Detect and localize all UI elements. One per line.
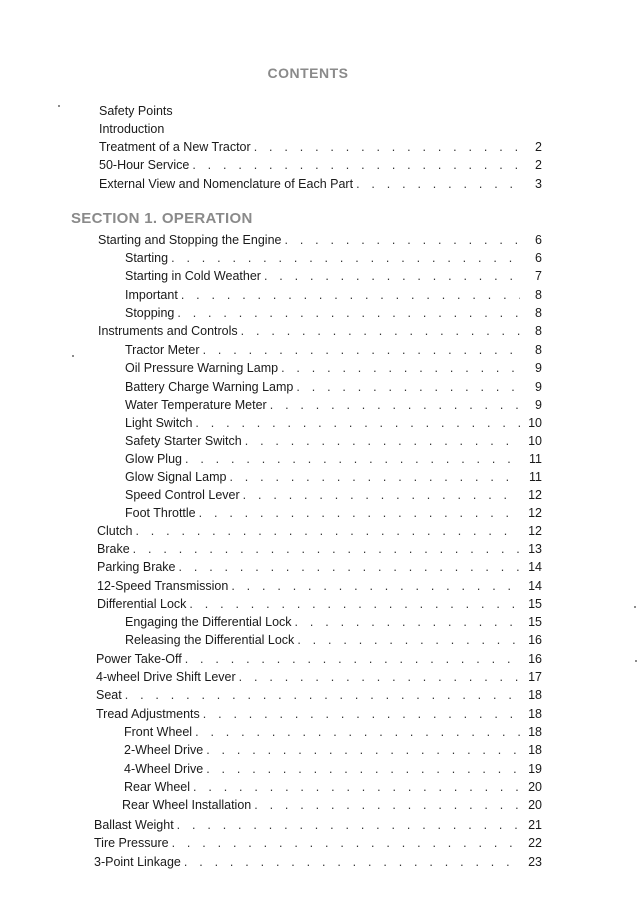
toc-subentry xyxy=(124,779,542,795)
toc-page-number: 12 xyxy=(528,524,542,538)
toc-subentry xyxy=(125,360,542,376)
dot-leader xyxy=(243,487,520,503)
toc-page-number: 9 xyxy=(535,380,542,394)
dot-leader xyxy=(295,614,520,630)
toc-subentry xyxy=(125,433,542,449)
dot-leader xyxy=(229,469,520,485)
toc-page-number: 2 xyxy=(535,158,542,172)
toc-page-number: 12 xyxy=(528,506,542,520)
scan-speck xyxy=(634,606,636,608)
toc-entry xyxy=(97,541,542,557)
toc-page-number: 15 xyxy=(528,615,542,629)
toc-entry-label: Foot Throttle xyxy=(125,506,196,520)
dot-leader xyxy=(185,651,520,667)
toc-page-number: 18 xyxy=(528,688,542,702)
toc-subentry xyxy=(125,505,542,521)
dot-leader xyxy=(254,139,520,155)
scan-speck xyxy=(58,105,60,107)
dot-leader xyxy=(241,323,520,339)
toc-subentry xyxy=(124,761,542,777)
toc-page-number: 6 xyxy=(535,233,542,247)
toc-entry-label: Glow Plug xyxy=(125,452,182,466)
toc-subentry xyxy=(125,469,542,485)
toc-entry-label: Engaging the Differential Lock xyxy=(125,615,292,629)
toc-page-number: 9 xyxy=(535,361,542,375)
toc-entry-label: 2-Wheel Drive xyxy=(124,743,204,757)
toc-page-number: 15 xyxy=(528,597,542,611)
toc-entry-label: Differential Lock xyxy=(97,597,187,611)
dot-leader xyxy=(177,305,520,321)
toc-entry-label: Rear Wheel Installation xyxy=(122,798,252,812)
dot-leader xyxy=(135,523,520,539)
dot-leader xyxy=(172,835,520,851)
toc-subentry xyxy=(125,250,542,266)
toc-page-number: 9 xyxy=(535,398,542,412)
toc-entry xyxy=(98,323,542,339)
toc-page-number: 8 xyxy=(535,306,542,320)
toc-page-number: 18 xyxy=(528,725,542,739)
toc-page-number: 6 xyxy=(535,251,542,265)
toc-page-number: 11 xyxy=(529,452,542,466)
toc-page-number: 14 xyxy=(528,560,542,574)
dot-leader xyxy=(245,433,520,449)
toc-subentry xyxy=(125,451,542,467)
dot-leader xyxy=(239,669,520,685)
toc-entry xyxy=(97,523,542,539)
toc-entry xyxy=(96,687,542,703)
toc-entry-label: Starting and Stopping the Engine xyxy=(98,233,282,247)
toc-entry xyxy=(99,157,542,173)
dot-leader xyxy=(206,761,520,777)
toc-entry xyxy=(97,578,542,594)
toc-page-number: 22 xyxy=(528,836,542,850)
toc-page-number: 17 xyxy=(528,670,542,684)
toc-subentry xyxy=(125,632,542,648)
dot-leader xyxy=(284,232,520,248)
toc-entry xyxy=(97,559,542,575)
toc-entry-label: Speed Control Lever xyxy=(125,488,240,502)
toc-subentry xyxy=(124,724,542,740)
toc-entry-label: Clutch xyxy=(97,524,133,538)
toc-entry-label: Water Temperature Meter xyxy=(125,398,267,412)
toc-entry xyxy=(96,706,542,722)
dot-leader xyxy=(189,596,520,612)
dot-leader xyxy=(356,176,520,192)
dot-leader xyxy=(193,779,520,795)
toc-page-number: 8 xyxy=(535,324,542,338)
dot-leader xyxy=(296,379,520,395)
dot-leader xyxy=(297,632,520,648)
toc-page-number: 10 xyxy=(528,416,542,430)
toc-entry-label: Oil Pressure Warning Lamp xyxy=(125,361,279,375)
toc-entry-label: Front Wheel xyxy=(124,725,193,739)
toc-page-number: 13 xyxy=(528,542,542,556)
toc-entry-label: 4-Wheel Drive xyxy=(124,762,204,776)
dot-leader xyxy=(203,342,520,358)
toc-page-number: 19 xyxy=(528,762,542,776)
toc-page-number: 7 xyxy=(535,269,542,283)
toc-entry-label: 12-Speed Transmission xyxy=(97,579,229,593)
toc-entry-label: Important xyxy=(125,288,178,302)
dot-leader xyxy=(203,706,520,722)
scan-speck xyxy=(635,660,637,662)
toc-subentry xyxy=(125,287,542,303)
toc-subentry xyxy=(124,742,542,758)
toc-page-number: 10 xyxy=(528,434,542,448)
toc-entry-label: Safety Starter Switch xyxy=(125,434,242,448)
toc-page-number: 16 xyxy=(528,633,542,647)
dot-leader xyxy=(179,559,520,575)
toc-page-number: 8 xyxy=(535,343,542,357)
toc-entry-label: Treatment of a New Tractor xyxy=(99,140,251,154)
toc-entry-label: 50-Hour Service xyxy=(99,158,190,172)
toc-entry xyxy=(94,817,542,833)
toc-entry-label: External View and Nomenclature of Each Part xyxy=(99,177,354,191)
toc-page-number: 23 xyxy=(528,855,542,869)
dot-leader xyxy=(125,687,520,703)
dot-leader xyxy=(177,817,520,833)
toc-page-number: 20 xyxy=(528,780,542,794)
toc-entry-label: Instruments and Controls xyxy=(98,324,238,338)
dot-leader xyxy=(281,360,520,376)
dot-leader xyxy=(133,541,520,557)
toc-page-number: 18 xyxy=(528,743,542,757)
toc-entry-label: Seat xyxy=(96,688,122,702)
dot-leader xyxy=(264,268,520,284)
toc-page-number: 12 xyxy=(528,488,542,502)
toc-page-number: 8 xyxy=(535,288,542,302)
dot-leader xyxy=(195,724,520,740)
toc-entry-label: Starting in Cold Weather xyxy=(125,269,261,283)
toc-subentry xyxy=(125,268,542,284)
toc-subentry xyxy=(125,415,542,431)
dot-leader xyxy=(199,505,520,521)
toc-page-number: 18 xyxy=(528,707,542,721)
toc-page-number: 21 xyxy=(528,818,542,832)
toc-subentry xyxy=(125,614,542,630)
dot-leader xyxy=(206,742,520,758)
page-title: CONTENTS xyxy=(267,65,349,81)
toc-page-number: 2 xyxy=(535,140,542,154)
toc-entry xyxy=(97,596,542,612)
toc-entry-introduction xyxy=(99,121,164,137)
toc-entry-label: Battery Charge Warning Lamp xyxy=(125,380,294,394)
dot-leader xyxy=(254,797,520,813)
dot-leader xyxy=(195,415,520,431)
toc-entry-label: 3-Point Linkage xyxy=(94,855,181,869)
toc-page-number: 20 xyxy=(528,798,542,812)
toc-entry xyxy=(96,669,542,685)
toc-entry-safety-points xyxy=(99,103,173,119)
toc-subentry xyxy=(125,305,542,321)
dot-leader xyxy=(270,397,520,413)
dot-leader xyxy=(231,578,520,594)
toc-subentry xyxy=(125,397,542,413)
toc-entry-label: Tire Pressure xyxy=(94,836,169,850)
toc-entry-label: Glow Signal Lamp xyxy=(125,470,227,484)
dot-leader xyxy=(181,287,520,303)
toc-subentry xyxy=(125,342,542,358)
dot-leader xyxy=(171,250,520,266)
toc-entry-label: Tread Adjustments xyxy=(96,707,200,721)
toc-entry-label: Power Take-Off xyxy=(96,652,182,666)
toc-entry-label: Safety Points xyxy=(99,104,173,118)
toc-entry-label: Stopping xyxy=(125,306,175,320)
toc-page-number: 3 xyxy=(535,177,542,191)
toc-subentry xyxy=(125,487,542,503)
toc-entry-label: Ballast Weight xyxy=(94,818,174,832)
dot-leader xyxy=(185,451,520,467)
toc-entry-label: Rear Wheel xyxy=(124,780,190,794)
dot-leader xyxy=(192,157,520,173)
toc-entry xyxy=(98,232,542,248)
toc-subentry xyxy=(125,379,542,395)
toc-page-number: 14 xyxy=(528,579,542,593)
scan-speck xyxy=(72,355,74,357)
toc-entry xyxy=(99,139,542,155)
section-heading: SECTION 1. OPERATION xyxy=(71,210,253,227)
toc-entry-label: Tractor Meter xyxy=(125,343,200,357)
toc-entry-label: Parking Brake xyxy=(97,560,176,574)
toc-entry-label: Introduction xyxy=(99,122,165,136)
toc-subentry xyxy=(122,797,542,813)
toc-entry xyxy=(94,835,542,851)
toc-entry xyxy=(99,176,542,192)
toc-entry-label: Light Switch xyxy=(125,416,193,430)
toc-entry-label: Brake xyxy=(97,542,130,556)
toc-entry-label: Starting xyxy=(125,251,169,265)
toc-entry xyxy=(96,651,542,667)
toc-entry-label: Releasing the Differential Lock xyxy=(125,633,295,647)
toc-page-number: 16 xyxy=(528,652,542,666)
toc-entry-label: 4-wheel Drive Shift Lever xyxy=(96,670,236,684)
dot-leader xyxy=(184,854,520,870)
toc-page-number: 11 xyxy=(529,470,542,484)
toc-entry xyxy=(94,854,542,870)
